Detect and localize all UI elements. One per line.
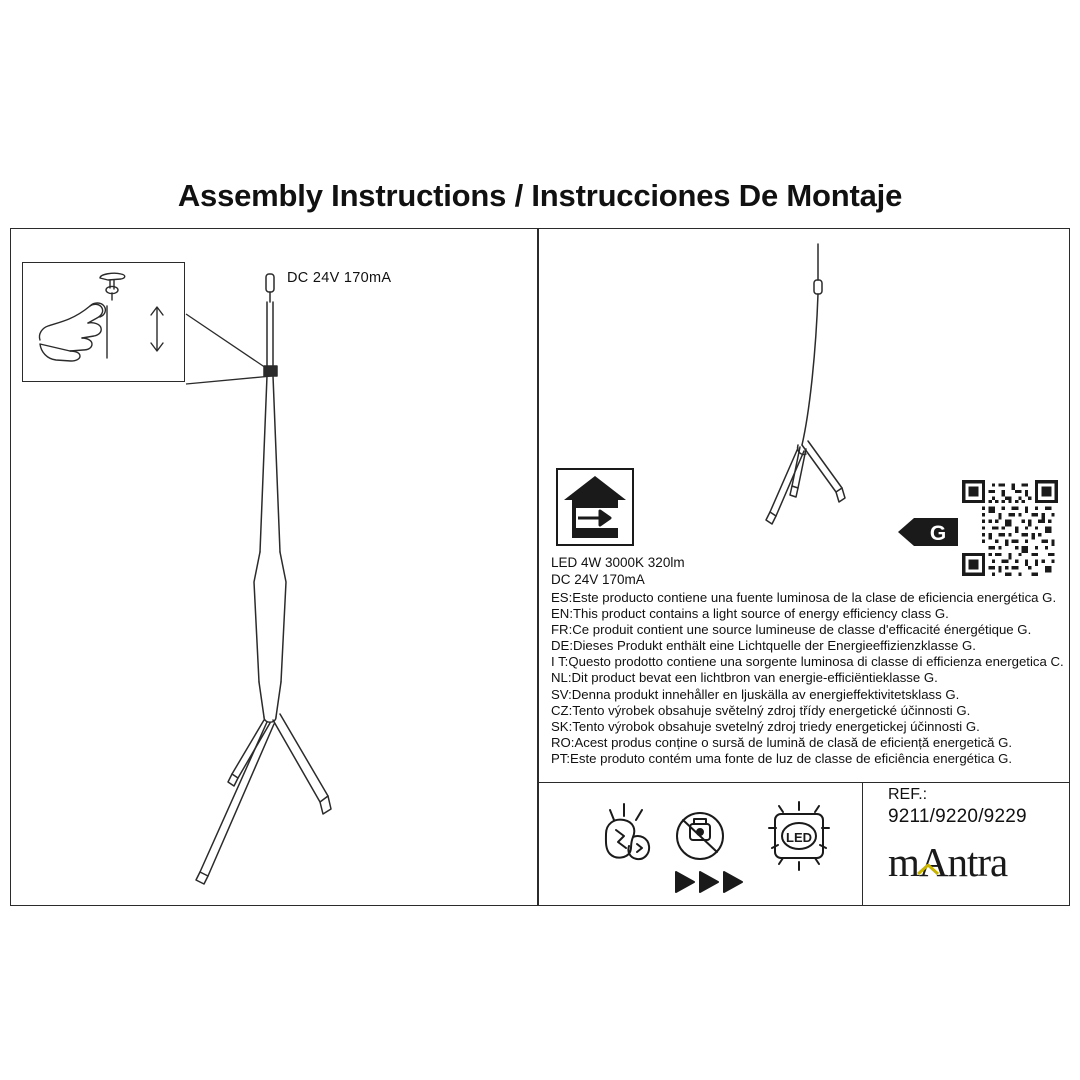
page-title: Assembly Instructions / Instrucciones De Montaje xyxy=(177,178,903,213)
ref-label: REF.: xyxy=(888,786,928,803)
led-light-icon xyxy=(769,802,829,870)
dc-rating-label: DC 24V 170mA xyxy=(287,270,392,286)
qr-code xyxy=(962,480,1058,576)
ref-value: 9211/9220/9229 xyxy=(888,806,1027,827)
pendant-lamp-diagram xyxy=(740,240,920,540)
lang-line-sv: SV:Denna produkt innehåller en ljuskälla av energieffektivitetsklass G. xyxy=(551,686,960,702)
lang-line-nl: NL:Dit product bevat een lichtbron van energie-efficiëntieklasse G. xyxy=(551,670,938,686)
brand-logo xyxy=(888,836,1058,894)
lang-line-it: I T:Questo prodotto contiene una sorgente luminosa di classe di efficienza energetica C. xyxy=(551,654,1064,670)
lang-line-en: EN:This product contains a light source of energy efficiency class G. xyxy=(551,606,949,622)
lang-line-fr: FR:Ce produit contient une source lumineuse de classe d'efficacité énergétique G. xyxy=(551,622,1032,638)
energy-class-badge xyxy=(898,516,960,548)
lang-line-ro: RO:Acest produs conține o sursă de lumină de clasă de eficiență energetică G. xyxy=(551,734,1013,750)
brand-name-accent: A xyxy=(918,839,948,885)
ref-divider xyxy=(862,782,863,906)
floor-lamp-diagram xyxy=(160,262,490,892)
svg-text:LED: LED xyxy=(786,830,812,845)
lang-line-es: ES:Este producto contiene una fuente luminosa de la clase de eficiencia energética G. xyxy=(551,590,1057,605)
lang-line-pt: PT:Este produto contém uma fonte de luz de classe de eficiência energética G. xyxy=(551,750,1013,766)
no-broken-lamp-icon xyxy=(606,804,649,859)
svg-text:G: G xyxy=(929,522,947,545)
safety-icons-row xyxy=(580,790,850,898)
language-declarations xyxy=(551,590,1066,767)
do-not-dispose-icon xyxy=(677,813,723,859)
energy-class-arrow-icon xyxy=(556,468,634,546)
lang-line-cz: CZ:Tento výrobek obsahuje světelný zdroj třídy energetické účinnosti G. xyxy=(551,702,971,718)
spec-line: LED 4W 3000K 320lm xyxy=(551,555,685,570)
brand-name-before: m xyxy=(888,839,919,885)
recycle-arrows-icon xyxy=(676,872,742,892)
panel-divider xyxy=(538,782,1070,783)
spec-line: DC 24V 170mA xyxy=(551,572,645,587)
lang-line-sk: SK:Tento výrobok obsahuje svetelný zdroj triedy energetickej účinnosti G. xyxy=(551,718,980,734)
lang-line-de: DE:Dieses Produkt enthält eine Lichtquelle der Energieeffizienzklasse G. xyxy=(551,638,976,654)
brand-name-after: ntra xyxy=(947,839,1008,885)
